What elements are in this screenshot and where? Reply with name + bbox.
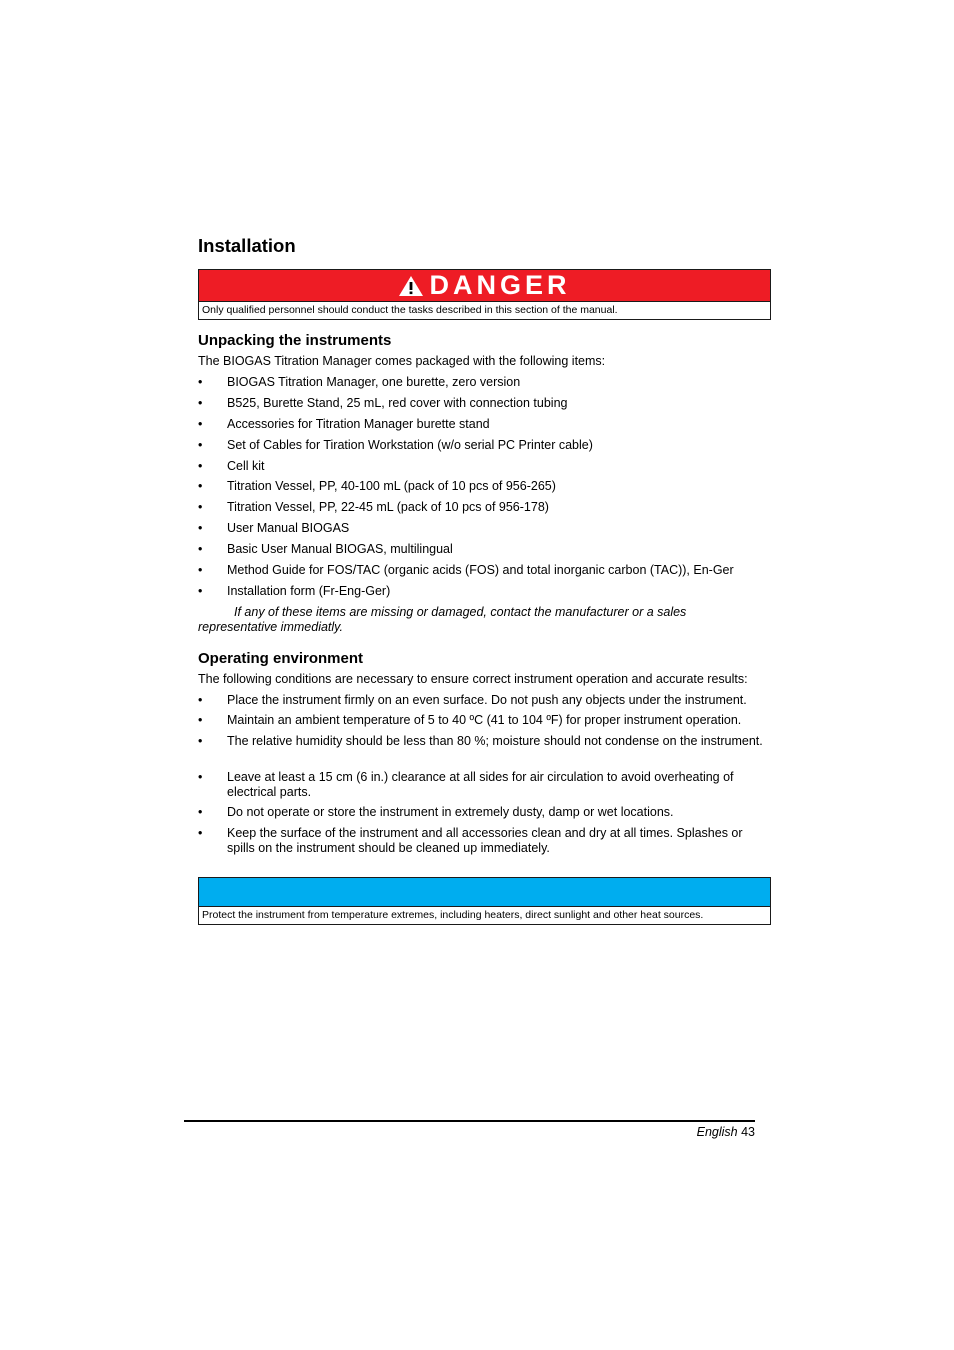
footer-language: English	[696, 1125, 738, 1139]
danger-header	[199, 270, 770, 301]
danger-box	[198, 269, 771, 320]
page-number: 43	[741, 1125, 755, 1139]
notice-text: Protect the instrument from temperature extremes, including heaters, direct sunlight and other heat sources.	[199, 906, 770, 924]
manual-page: Installation DANGER Only qualified personnel should conduct the tasks described in this section of the manual. Unpacking the instruments The BIOGAS Titration Manager comes packaged with the following items: • BIOGAS Titration Manager, one burette, zero version • B525, Burette Stand, 25 mL, red cover with connection tubing • Accessories for Titration Manager burette stand • Set of Cables for Tiration Workstation (w/o serial PC Printer cable) • Cell kit • Titration Vessel, PP, 40-100 mL (pack of 10 pcs of 956-265) • Titration Vessel, PP, 22-45 mL (pack of 10 pcs of 956-178) • User Manual BIOGAS • Basic User Manual BIOGAS, multilingual • Method Guide for FOS/TAC (organic acids (FOS) and total inorganic carbon (TAC)), En-Ger • Installation form (Fr-Eng-Ger) If any of these items are missing or damaged, contact the manufacturer or a sales representative immediatly. Operating environment The following conditions are necessary to ensure correct instrument operation and accurate results: • Place the instrument firmly on an even surface. Do not push any objects under the instrument. • Maintain an ambient temperature of 5 to 40 ºC (41 to 104 ºF) for proper instrument operation. • The relative humidity should be less than 80 %; moisture should not condense on the instrument. • Leave at least a 15 cm (6 in.) clearance at all sides for air circulation to avoid overheating of electrical parts. • Do not operate or store the instrument in extremely dusty, damp or wet locations. • Keep the surface of the instrument and all accessories clean and dry at all times. Splashes or spills on the instrument should be cleaned up immediately. Protect the instrument from temperature extremes, including heaters, direct sunlight and other heat sources. English 43	[0, 0, 954, 1350]
notice-header	[199, 878, 770, 906]
environment-heading: Operating environment	[198, 650, 364, 667]
unpacking-heading: Unpacking the instruments	[198, 332, 392, 349]
page-footer	[655, 1125, 755, 1140]
footer-rule	[184, 1120, 755, 1122]
missing-items-note: If any of these items are missing or damaged, contact the manufacturer or a sales representative immediatly.	[198, 605, 687, 634]
danger-label: DANGER	[429, 270, 571, 300]
section-title: Installation	[198, 235, 296, 256]
environment-intro: The following conditions are necessary to ensure correct instrument operation and accurate results:	[198, 672, 748, 686]
unpacking-intro: The BIOGAS Titration Manager comes packaged with the following items:	[198, 354, 606, 368]
notice-box	[198, 877, 771, 925]
danger-text: Only qualified personnel should conduct the tasks described in this section of the manual.	[199, 301, 770, 319]
warning-triangle-icon	[398, 275, 424, 297]
